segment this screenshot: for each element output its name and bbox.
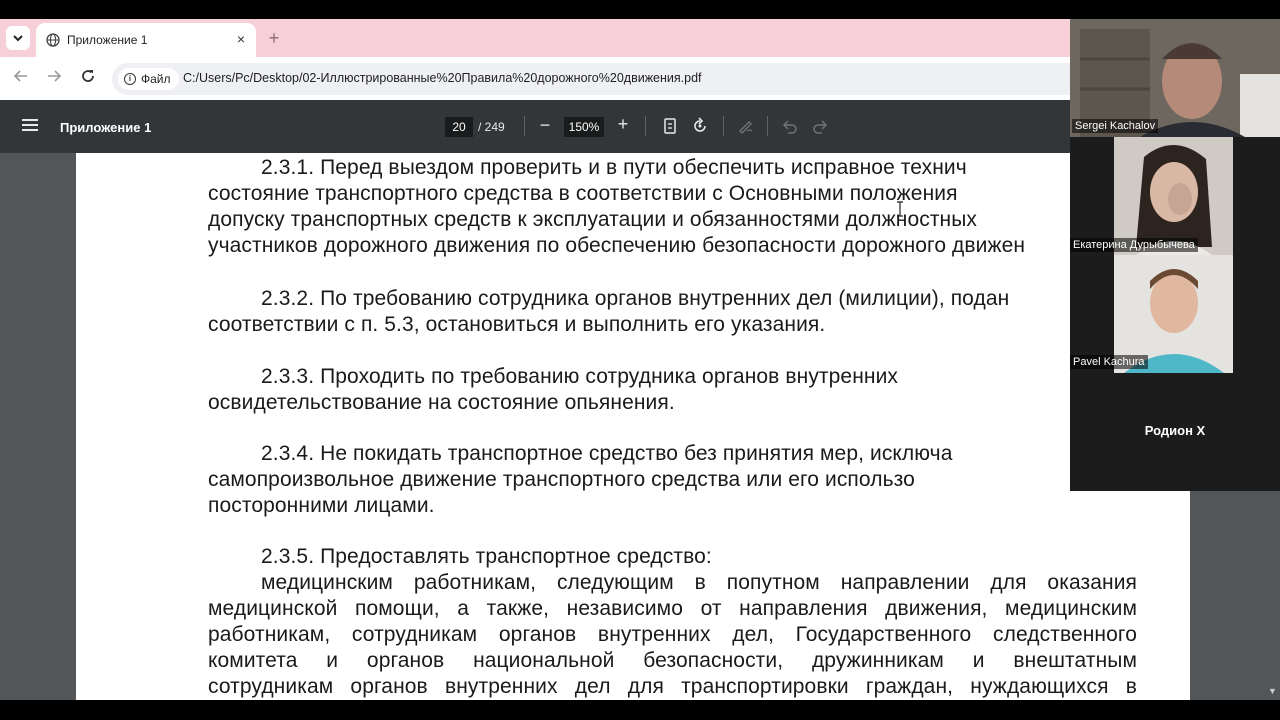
pdf-toolbar — [0, 100, 1070, 153]
participant-tile[interactable] — [1070, 19, 1280, 137]
participant-name: Pavel Kachura — [1070, 355, 1148, 369]
file-label: Файл — [141, 72, 171, 86]
close-tab-icon[interactable]: × — [236, 31, 246, 47]
redo-icon[interactable] — [811, 117, 829, 135]
toolbar-divider — [645, 116, 646, 136]
participant-tile[interactable] — [1073, 137, 1233, 255]
zoom-out-button[interactable]: − — [539, 115, 551, 135]
scroll-down-icon[interactable]: ▼ — [1268, 686, 1277, 696]
pdf-text-line: 2.3.4. Не покидать транспортное средство без принятия мер, исключа — [261, 442, 953, 465]
pdf-text-line: 2.3.3. Проходить по требованию сотрудника органов внутренних — [261, 365, 899, 388]
pdf-text-line: 2.3.2. По требованию сотрудника органов внутренних дел (милиции), подан — [261, 287, 1010, 310]
reload-icon[interactable] — [78, 68, 98, 88]
address-bar[interactable] — [112, 63, 1070, 95]
tab-active[interactable] — [36, 23, 256, 57]
fit-page-icon[interactable] — [661, 117, 679, 135]
new-tab-button[interactable]: + — [268, 28, 280, 48]
participant-name: Екатерина Дурыбычева — [1070, 238, 1198, 252]
pdf-text-line: 2.3.1. Перед выездом проверить и в пути обеспечить исправное технич — [261, 156, 967, 179]
chevron-down-icon — [12, 32, 24, 44]
participant-name: Родион Х — [1144, 423, 1206, 438]
text-cursor-icon — [896, 201, 904, 217]
undo-icon[interactable] — [781, 117, 799, 135]
document-title: Приложение 1 — [60, 120, 152, 135]
forward-arrow-icon[interactable] — [44, 68, 64, 88]
pdf-text-line: участников дорожного движения по обеспечению безопасности дорожного движен — [208, 234, 1026, 257]
info-icon: i — [124, 73, 136, 85]
pdf-text-line: состояние транспортного средства в соответствии с Основными положения — [208, 182, 958, 205]
participant-tile[interactable] — [1070, 373, 1280, 491]
pdf-text-line: медицинской помощи, а также, независимо от направления движения, медицинским — [208, 597, 1137, 620]
pdf-text-line: работникам, сотрудникам органов внутренних дел, Государственного следственного — [208, 623, 1137, 646]
toolbar-divider — [723, 116, 724, 136]
annotate-icon[interactable] — [737, 117, 755, 135]
site-info-chip[interactable] — [118, 68, 179, 90]
pdf-page — [76, 153, 1190, 700]
toolbar-divider — [524, 116, 525, 136]
pdf-text-line: 2.3.5. Предоставлять транспортное средство: — [261, 545, 712, 568]
pdf-text-line: соответствии с п. 5.3, остановиться и выполнить его указания. — [208, 313, 826, 336]
zoom-in-button[interactable]: + — [617, 114, 629, 134]
zoom-level-input[interactable]: 150% — [564, 117, 604, 137]
menu-icon[interactable] — [22, 119, 38, 133]
page-number-input[interactable]: 20 — [445, 117, 473, 137]
bottom-bar — [0, 700, 1280, 720]
pdf-text-line: посторонними лицами. — [208, 494, 435, 517]
back-arrow-icon[interactable] — [11, 68, 31, 88]
tab-title: Приложение 1 — [67, 33, 148, 47]
globe-icon — [46, 33, 60, 47]
pdf-text-line: медицинским работникам, следующим в попутном направлении для оказания — [261, 571, 1137, 594]
pdf-text-line: самопроизвольное движение транспортного средства или его использо — [208, 468, 915, 491]
toolbar-divider — [767, 116, 768, 136]
browser-toolbar — [0, 57, 1070, 100]
pdf-text-line: освидетельствование на состояние опьянения. — [208, 391, 675, 414]
tab-search-button[interactable] — [6, 26, 30, 50]
rotate-icon[interactable] — [691, 117, 709, 135]
participant-name: Sergei Kachalov — [1072, 119, 1158, 133]
video-call-panel — [1070, 19, 1280, 491]
participant-tile[interactable] — [1073, 255, 1233, 373]
page-total: / 249 — [478, 120, 505, 134]
url-text[interactable]: C:/Users/Pc/Desktop/02-Иллюстрированные%20Правила%20дорожного%20движения.pdf — [183, 71, 702, 85]
tab-strip — [0, 19, 1070, 57]
pdf-text-line: сотрудникам органов внутренних дел для транспортировки граждан, нуждающихся в — [208, 675, 1137, 698]
pdf-text-line: комитета и органов национальной безопасности, дружинникам и внештатным — [208, 649, 1137, 672]
pdf-text-line: допуску транспортных средств к эксплуатации и обязанностями должностных — [208, 208, 978, 231]
